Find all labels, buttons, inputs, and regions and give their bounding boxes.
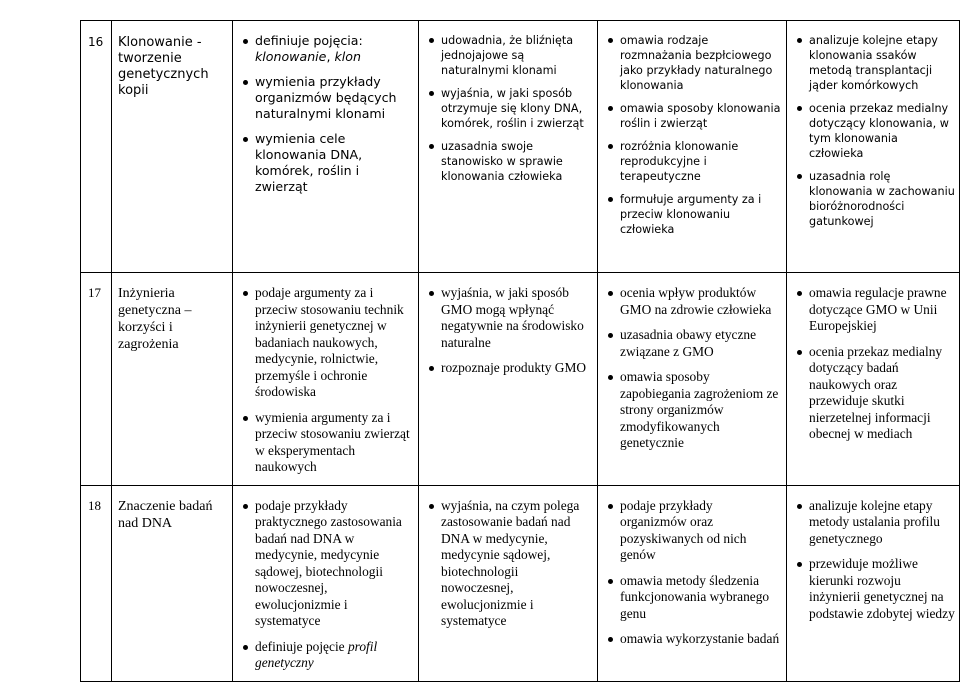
list-item: analizuje kolejne etapy metody ustalania profilu genetycznego xyxy=(795,498,955,548)
list-item: wyjaśnia, na czym polega zastosowanie badań nad DNA w medycynie, medycynie sądowej, biotechnologii nowoczesnej, ewolucjonizmie i systematyce xyxy=(427,498,593,630)
row-number: 17 xyxy=(88,285,101,300)
requirements-cell-3 xyxy=(598,485,787,681)
requirements-cell-4 xyxy=(787,21,960,273)
list-item: rozróżnia klonowanie reprodukcyjne i terapeutyczne xyxy=(606,139,782,184)
topic-title: Inżynieria genetyczna – korzyści i zagrożenia xyxy=(118,286,192,352)
topic-cell xyxy=(112,273,233,486)
list-item: ocenia przekaz medialny dotyczący badań naukowych oraz przewiduje skutki nierzetelnej informacji obecnej w mediach xyxy=(795,344,955,443)
list-item: podaje argumenty za i przeciw stosowaniu technik inżynierii genetycznej w badaniach naukowych, medycynie, rolnictwie, przemyśle i ochronie środowiska xyxy=(241,285,414,401)
list-item: uzasadnia obawy etyczne związane z GMO xyxy=(606,327,782,360)
row-number: 18 xyxy=(88,497,101,513)
table-row xyxy=(81,273,960,486)
row-number-cell xyxy=(81,21,112,273)
bullet-list xyxy=(233,486,418,672)
bullet-list xyxy=(419,486,597,630)
list-item: podaje przykłady organizmów oraz pozyskiwanych od nich genów xyxy=(606,498,782,564)
list-item: omawia regulacje prawne dotyczące GMO w Unii Europejskiej xyxy=(795,285,955,335)
term: profil genetyczny xyxy=(255,638,378,670)
topic-cell xyxy=(112,21,233,273)
list-item: uzasadnia rolę klonowania w zachowaniu bioróżnorodności gatunkowej xyxy=(795,169,955,229)
row-number-cell xyxy=(81,273,112,486)
list-item: wymienia cele klonowania DNA, komórek, roślin i zwierząt xyxy=(241,131,414,195)
list-item: omawia metody śledzenia funkcjonowania wybranego genu xyxy=(606,573,782,623)
bullet-list xyxy=(598,21,786,237)
list-item: wyjaśnia, w jaki sposób GMO mogą wpłynąć negatywnie na środowisko naturalne xyxy=(427,285,593,351)
list-item: ocenia przekaz medialny dotyczący klonowania, w tym klonowania człowieka xyxy=(795,101,955,161)
topic-cell xyxy=(112,485,233,681)
table-row xyxy=(81,21,960,273)
list-item: omawia wykorzystanie badań xyxy=(606,631,782,648)
list-item: analizuje kolejne etapy klonowania ssaków metodą transplantacji jąder komórkowych xyxy=(795,33,955,93)
requirements-cell-3 xyxy=(598,273,787,486)
requirements-cell-1 xyxy=(233,21,419,273)
list-item: wymienia argumenty za i przeciw stosowaniu zwierząt w eksperymentach naukowych xyxy=(241,410,414,476)
bullet-list xyxy=(598,273,786,452)
requirements-cell-1 xyxy=(233,273,419,486)
requirements-cell-4 xyxy=(787,273,960,486)
list-item: omawia rodzaje rozmnażania bezpłciowego jako przykłady naturalnego klonowania xyxy=(606,33,782,93)
list-item: definiuje pojęcie profil genetyczny xyxy=(241,639,414,672)
requirements-cell-4 xyxy=(787,485,960,681)
bullet-list xyxy=(598,486,786,648)
curriculum-table xyxy=(80,20,960,682)
list-item: wymienia przykłady organizmów będących naturalnymi klonami xyxy=(241,74,414,122)
list-item: definiuje pojęcia: klonowanie, klon xyxy=(241,33,414,65)
bullet-list xyxy=(787,273,959,443)
list-item: udowadnia, że bliźnięta jednojajowe są naturalnymi klonami xyxy=(427,33,593,78)
topic-title: Klonowanie - tworzenie genetycznych kopii xyxy=(118,35,209,98)
bullet-list xyxy=(419,21,597,184)
requirements-cell-2 xyxy=(419,21,598,273)
list-item: ocenia wpływ produktów GMO na zdrowie człowieka xyxy=(606,285,782,318)
bullet-list xyxy=(233,21,418,195)
row-number: 16 xyxy=(88,35,104,49)
list-item: omawia sposoby klonowania roślin i zwierząt xyxy=(606,101,782,131)
table-row xyxy=(81,485,960,681)
list-item: uzasadnia swoje stanowisko w sprawie klonowania człowieka xyxy=(427,139,593,184)
bullet-list xyxy=(787,486,959,623)
term: klonowanie xyxy=(255,49,327,64)
row-number-cell xyxy=(81,485,112,681)
term: klon xyxy=(334,49,361,64)
bullet-list xyxy=(787,21,959,229)
bullet-list xyxy=(419,273,597,377)
topic-title: Znaczenie badań nad DNA xyxy=(118,498,213,531)
bullet-list xyxy=(233,273,418,476)
list-item: omawia sposoby zapobiegania zagrożeniom ze strony organizmów zmodyfikowanych genetycznie xyxy=(606,369,782,452)
list-item: rozpoznaje produkty GMO xyxy=(427,360,593,377)
requirements-cell-3 xyxy=(598,21,787,273)
requirements-cell-2 xyxy=(419,485,598,681)
requirements-cell-1 xyxy=(233,485,419,681)
list-item: wyjaśnia, w jaki sposób otrzymuje się klony DNA, komórek, roślin i zwierząt xyxy=(427,86,593,131)
requirements-cell-2 xyxy=(419,273,598,486)
list-item: podaje przykłady praktycznego zastosowania badań nad DNA w medycynie, medycynie sądowej, biotechnologii nowoczesnej, ewolucjonizmie i systematyce xyxy=(241,498,414,630)
list-item: formułuje argumenty za i przeciw klonowaniu człowieka xyxy=(606,192,782,237)
list-item: przewiduje możliwe kierunki rozwoju inżynierii genetycznej na podstawie zdobytej wiedzy xyxy=(795,556,955,622)
